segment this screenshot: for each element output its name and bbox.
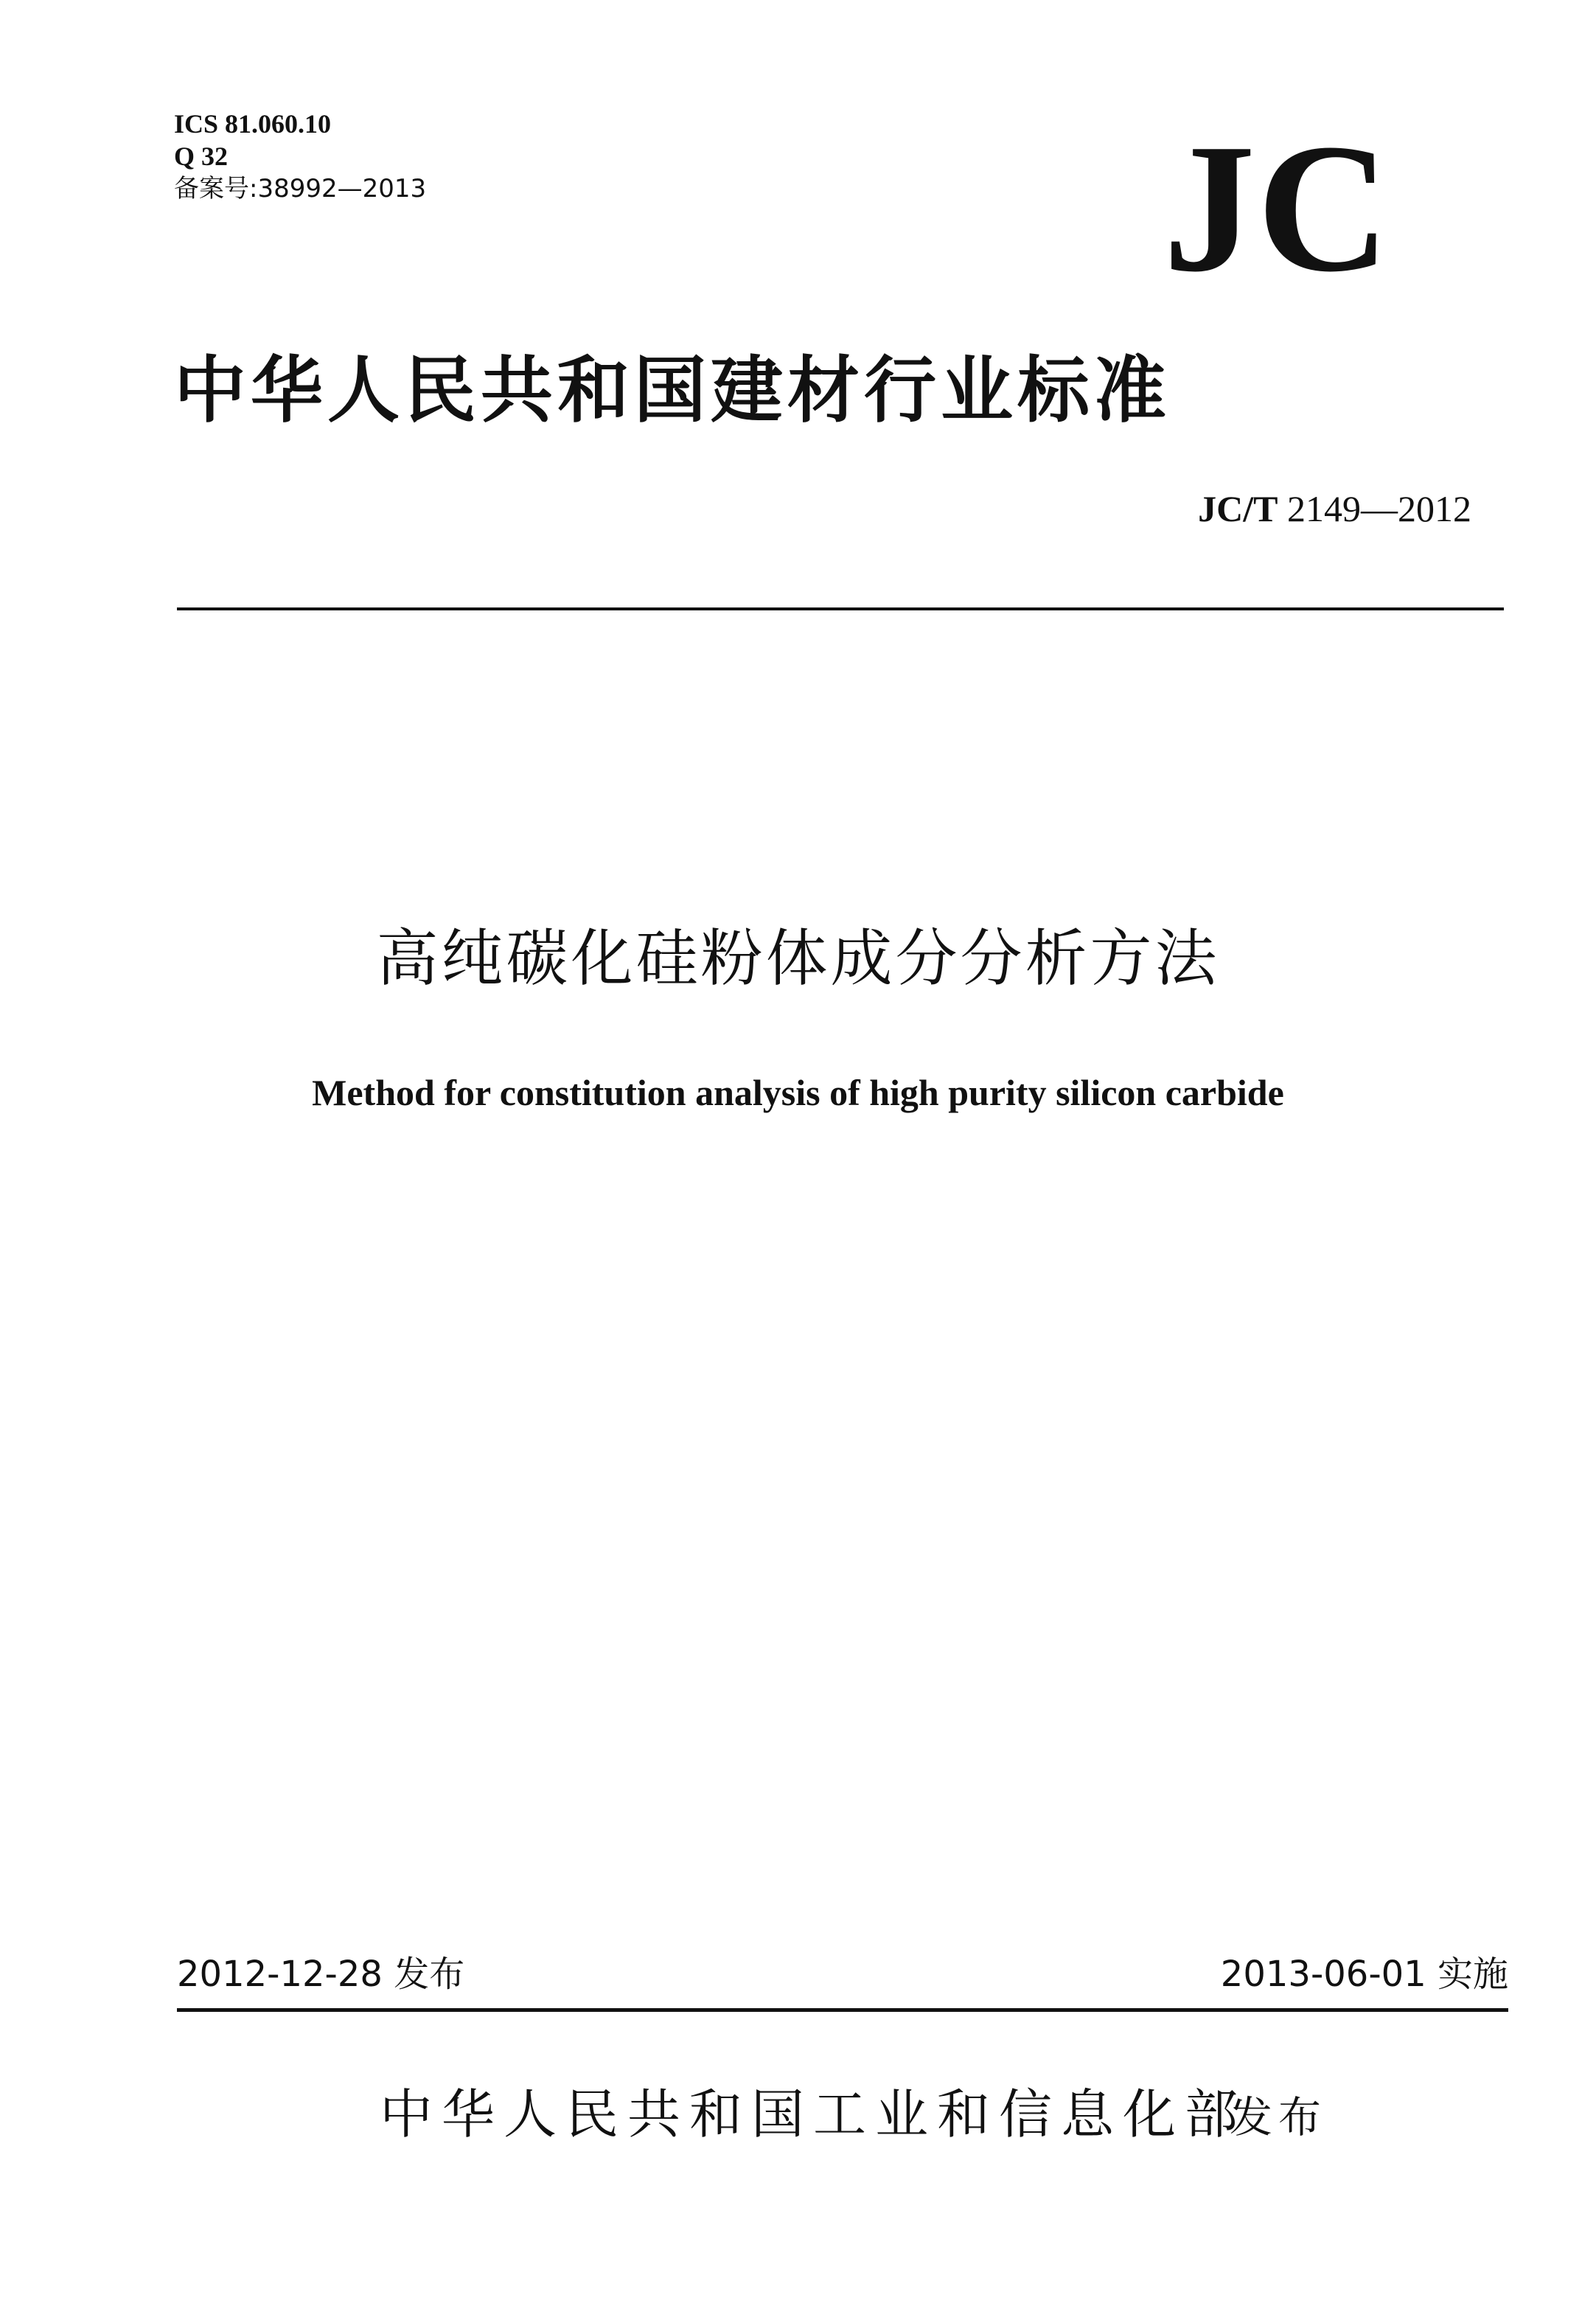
ics-code: ICS 81.060.10 <box>174 109 332 139</box>
record-number: 备案号:38992—2013 <box>174 174 427 203</box>
standard-code-number: 2149—2012 <box>1287 488 1471 529</box>
publisher-name: 中华人民共和国工业和信息化部 <box>380 2083 1247 2145</box>
document-title-cn: 高纯碳化硅粉体成分分析方法 <box>376 922 1220 994</box>
standard-code <box>1147 487 1471 531</box>
publish-label: 发布 <box>1230 2092 1328 2142</box>
issue-date: 2012-12-28 发布 <box>177 1954 465 1995</box>
bottom-divider <box>177 2008 1508 2012</box>
standard-code-prefix: JC/T <box>1198 488 1278 529</box>
implementation-date: 2013-06-01 实施 <box>1220 1954 1508 1995</box>
top-divider <box>177 607 1504 610</box>
document-title-en: Method for constitution analysis of high purity silicon carbide <box>312 1072 1284 1113</box>
ccs-code: Q 32 <box>174 142 229 171</box>
jc-logo: JC <box>1163 106 1392 310</box>
standard-category-title: 中华人民共和国建材行业标准 <box>174 348 1171 433</box>
